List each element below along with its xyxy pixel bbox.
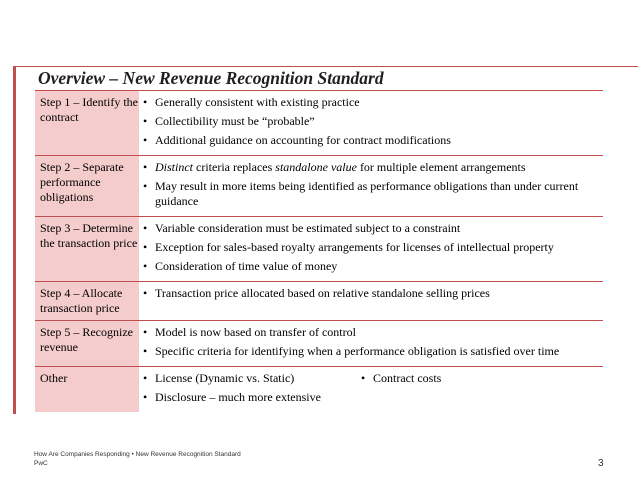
step-description (139, 282, 603, 320)
table-row-step-1 (35, 91, 603, 156)
bullet-item: • Consideration of time value of money (143, 259, 338, 273)
overview-table (35, 90, 603, 412)
step-description (139, 91, 603, 155)
bullet-item: • Transaction price allocated based on relative standalone selling prices (143, 286, 490, 300)
bullet-item: • Additional guidance on accounting for contract modifications (143, 133, 451, 147)
step-label: Step 1 – Identify the contract (35, 91, 139, 155)
bullet-item: • Model is now based on transfer of control (143, 325, 356, 339)
table-row-step-3 (35, 217, 603, 282)
bullet-item: • Collectibility must be “probable” (143, 114, 315, 128)
step-description (139, 321, 603, 366)
bullet-item: • Exception for sales-based royalty arrangements for licenses of intellectual property (143, 240, 554, 254)
top-rule (13, 66, 638, 67)
table-row-step-4 (35, 282, 603, 321)
footer-company: PwC (34, 460, 48, 467)
table-row-step-2 (35, 156, 603, 217)
step-label: Other (35, 367, 139, 412)
step-description (139, 217, 603, 281)
bullet-item: • Generally consistent with existing practice (143, 95, 360, 109)
table-row-step-5 (35, 321, 603, 367)
step-label: Step 5 – Recognize revenue (35, 321, 139, 366)
step-label: Step 3 – Determine the transaction price (35, 217, 139, 281)
left-accent-bar (13, 66, 16, 414)
table-row-other (35, 367, 603, 412)
step-label: Step 4 – Allocate transaction price (35, 282, 139, 320)
bullet-item: • License (Dynamic vs. Static) (143, 371, 295, 385)
step-description (139, 367, 603, 412)
step-label: Step 2 – Separate performance obligations (35, 156, 139, 216)
footer-title: How Are Companies Responding • New Revenue Recognition Standard (34, 451, 241, 458)
bullet-item: • Distinct criteria replaces standalone value for multiple element arrangements (143, 160, 526, 174)
page-number: 3 (598, 458, 604, 469)
bullet-item: • May result in more items being identified as performance obligations than under current guidance (143, 179, 579, 208)
step-description (139, 156, 603, 216)
bullet-item: • Variable consideration must be estimated subject to a constraint (143, 221, 461, 235)
bullet-item: • Contract costs (361, 371, 442, 385)
bullet-item: • Specific criteria for identifying when a performance obligation is satisfied over time (143, 344, 560, 358)
bullet-item: • Disclosure – much more extensive (143, 390, 321, 404)
slide-footer (34, 450, 241, 468)
slide-title: Overview – New Revenue Recognition Standard (38, 68, 384, 88)
